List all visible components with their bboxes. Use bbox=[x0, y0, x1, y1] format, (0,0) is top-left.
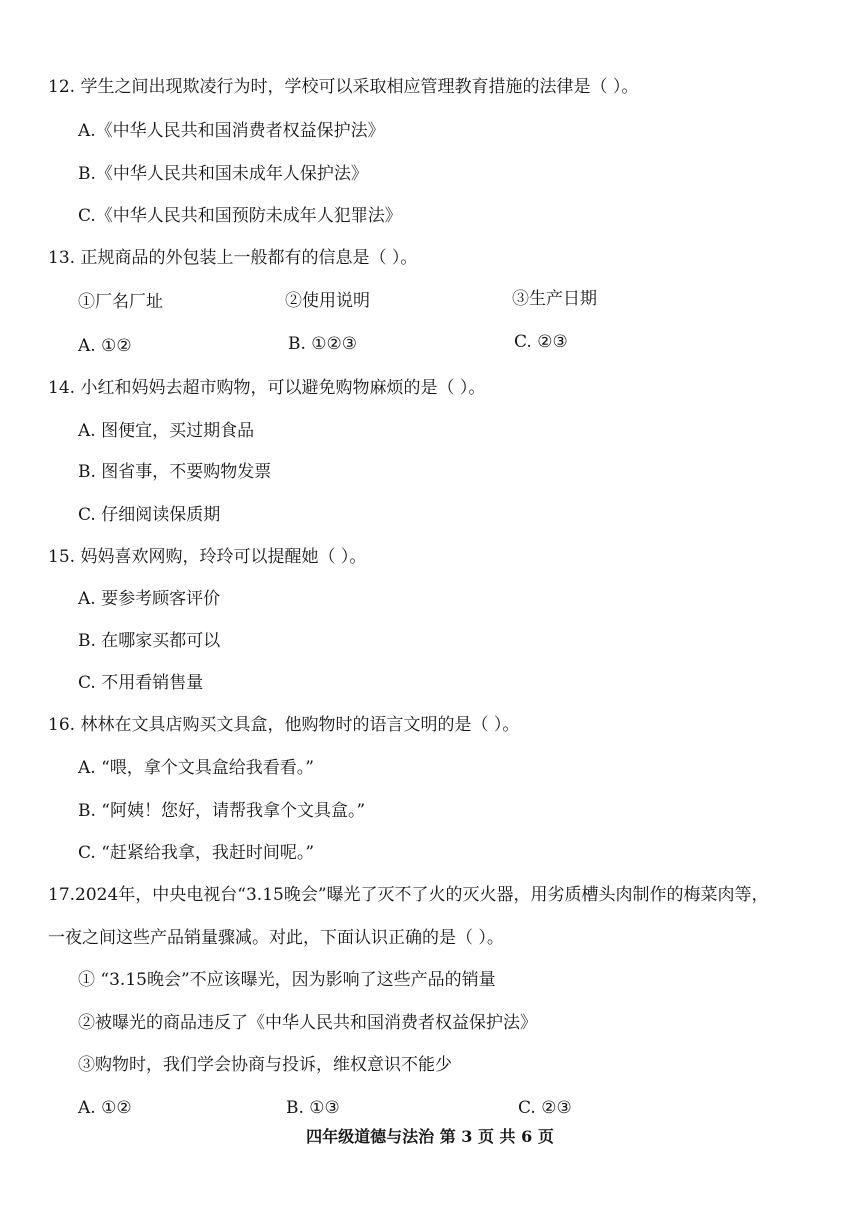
question-17-option-c: C. ②③ bbox=[518, 1098, 572, 1118]
question-16-option-a: A. “喂，拿个文具盒给我看看。” bbox=[78, 758, 314, 778]
question-16-option-b: B. “阿姨！您好，请帮我拿个文具盒。” bbox=[78, 801, 366, 821]
question-17-stem-line-1: 17.2024年，中央电视台“3.15晚会”曝光了灭不了火的灭火器，用劣质槽头肉制作的梅菜肉等， bbox=[48, 885, 769, 905]
question-12-option-a: A.《中华人民共和国消费者权益保护法》 bbox=[78, 121, 385, 141]
question-12-stem: 12. 学生之间出现欺凌行为时，学校可以采取相应管理教育措施的法律是（ ）。 bbox=[48, 77, 639, 97]
question-15-option-b: B. 在哪家买都可以 bbox=[78, 631, 221, 651]
question-17-stem-line-2: 一夜之间这些产品销量骤减。对此，下面认识正确的是（ ）。 bbox=[48, 928, 504, 948]
question-14-option-a: A. 图便宜，买过期食品 bbox=[78, 421, 255, 441]
question-12-option-b: B.《中华人民共和国未成年人保护法》 bbox=[78, 164, 368, 184]
question-17-item-3: ③购物时，我们学会协商与投诉，维权意识不能少 bbox=[78, 1055, 452, 1075]
question-17-option-b: B. ①③ bbox=[286, 1098, 340, 1118]
question-16-stem: 16. 林林在文具店购买文具盒，他购物时的语言文明的是（ ）。 bbox=[48, 715, 520, 735]
question-17-item-1: ① “3.15晚会”不应该曝光，因为影响了这些产品的销量 bbox=[78, 970, 496, 990]
question-13-option-c: C. ②③ bbox=[514, 332, 568, 352]
question-13-stem: 13. 正规商品的外包装上一般都有的信息是（ ）。 bbox=[48, 248, 418, 268]
question-13-option-a: A. ①② bbox=[78, 336, 132, 356]
question-15-stem: 15. 妈妈喜欢网购，玲玲可以提醒她（ ）。 bbox=[48, 547, 367, 567]
question-14-option-b: B. 图省事，不要购物发票 bbox=[78, 462, 272, 482]
question-17-item-2: ②被曝光的商品违反了《中华人民共和国消费者权益保护法》 bbox=[78, 1013, 537, 1033]
question-15-option-a: A. 要参考顾客评价 bbox=[78, 589, 221, 609]
page-footer: 四年级道德与法治 第 3 页 共 6 页 bbox=[306, 1127, 554, 1146]
question-14-option-c: C. 仔细阅读保质期 bbox=[78, 505, 221, 525]
question-13-item-1: ①厂名厂址 bbox=[78, 292, 163, 312]
question-17-option-a: A. ①② bbox=[78, 1098, 132, 1118]
question-13-option-b: B. ①②③ bbox=[288, 334, 358, 354]
question-16-option-c: C. “赶紧给我拿，我赶时间呢。” bbox=[78, 843, 315, 863]
question-13-item-3: ③生产日期 bbox=[512, 289, 597, 309]
question-13-item-2: ②使用说明 bbox=[285, 291, 370, 311]
question-15-option-c: C. 不用看销售量 bbox=[78, 673, 204, 693]
question-12-option-c: C.《中华人民共和国预防未成年人犯罪法》 bbox=[78, 206, 402, 226]
question-14-stem: 14. 小红和妈妈去超市购物，可以避免购物麻烦的是（ ）。 bbox=[48, 378, 486, 398]
